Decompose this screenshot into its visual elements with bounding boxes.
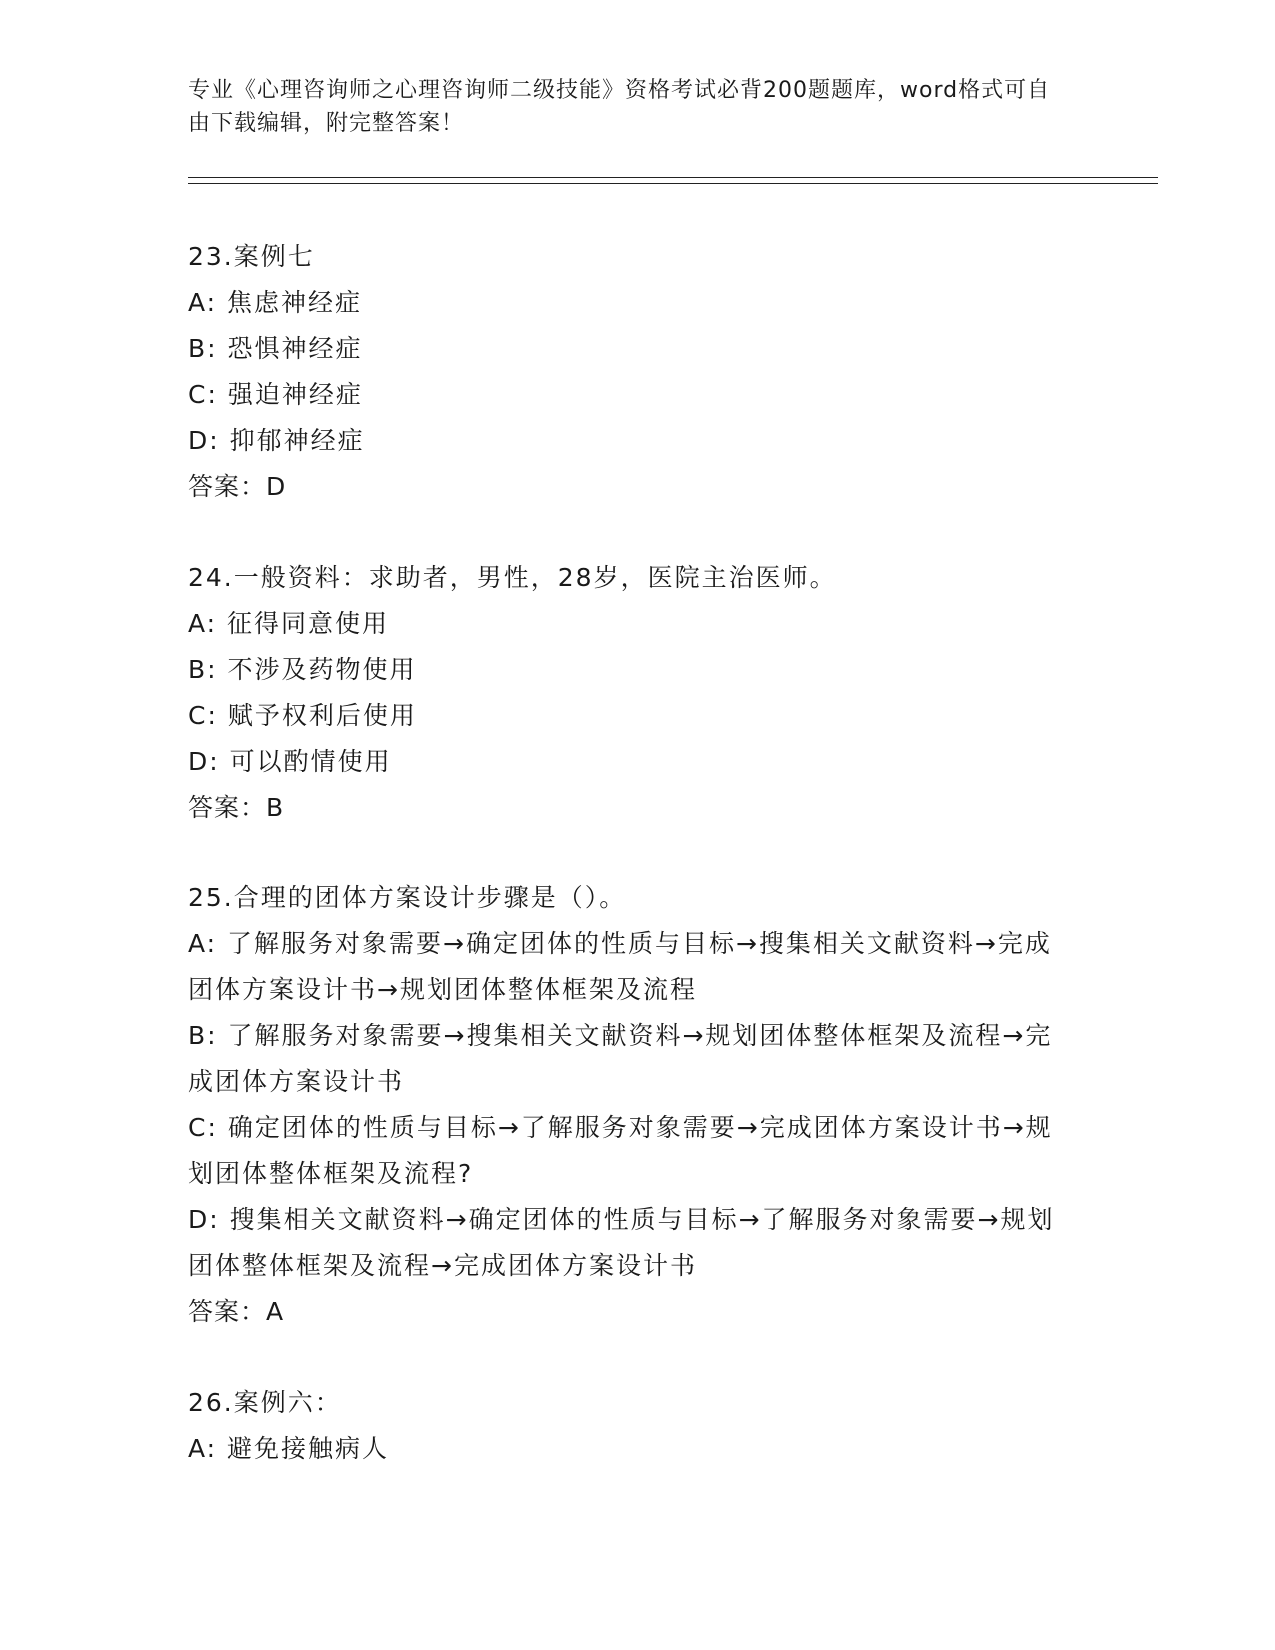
answer-label: 答案：A bbox=[188, 1297, 285, 1326]
question-stem: 25.合理的团体方案设计步骤是（）。 bbox=[188, 883, 627, 912]
option-d: D: 搜集相关文献资料→确定团体的性质与目标→了解服务对象需要→规划团体整体框架及流程→完成团体方案设计书 bbox=[188, 1205, 1055, 1280]
option-c: C: 赋予权利后使用 bbox=[188, 701, 417, 730]
option-c: C: 确定团体的性质与目标→了解服务对象需要→完成团体方案设计书→规划团体整体框架及流程? bbox=[188, 1113, 1053, 1188]
question-26 bbox=[188, 1380, 1088, 1472]
question-25 bbox=[188, 875, 1088, 1335]
answer-label: 答案：B bbox=[188, 793, 285, 822]
option-a: A: 征得同意使用 bbox=[188, 609, 390, 638]
option-a: A: 避免接触病人 bbox=[188, 1434, 390, 1463]
option-a: A: 焦虑神经症 bbox=[188, 288, 363, 317]
question-stem: 26.案例六： bbox=[188, 1388, 342, 1417]
option-d: D: 可以酌情使用 bbox=[188, 747, 392, 776]
option-d: D: 抑郁神经症 bbox=[188, 426, 365, 455]
question-stem: 23.案例七 bbox=[188, 242, 315, 271]
question-23 bbox=[188, 234, 1088, 510]
document-header: 专业《心理咨询师之心理咨询师二级技能》资格考试必背200题题库，word格式可自由下载编辑，附完整答案！ bbox=[188, 78, 1051, 136]
header-divider-bottom bbox=[188, 183, 1158, 184]
option-b: B: 恐惧神经症 bbox=[188, 334, 363, 363]
option-b: B: 了解服务对象需要→搜集相关文献资料→规划团体整体框架及流程→完成团体方案设计书 bbox=[188, 1021, 1053, 1096]
option-c: C: 强迫神经症 bbox=[188, 380, 363, 409]
option-b: B: 不涉及药物使用 bbox=[188, 655, 417, 684]
question-stem: 24.一般资料：求助者，男性，28岁，医院主治医师。 bbox=[188, 563, 837, 592]
answer-label: 答案：D bbox=[188, 472, 287, 501]
header-divider-top bbox=[188, 177, 1158, 178]
option-a: A: 了解服务对象需要→确定团体的性质与目标→搜集相关文献资料→完成团体方案设计书→规划团体整体框架及流程 bbox=[188, 929, 1052, 1004]
question-24 bbox=[188, 555, 1088, 831]
